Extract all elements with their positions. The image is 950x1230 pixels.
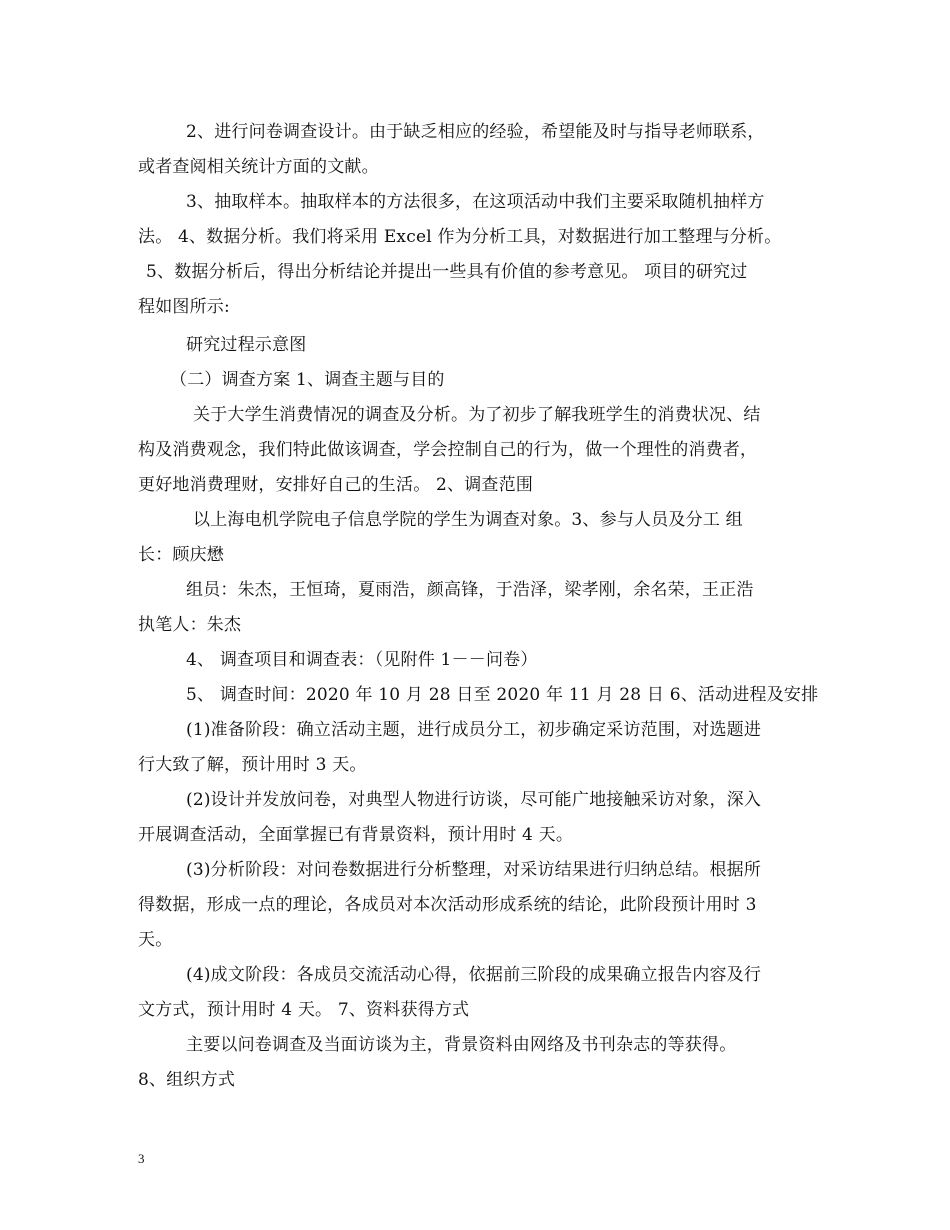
text-line: (3)分析阶段：对问卷数据进行分析整理，对采访结果进行归纳总结。根据所 [186, 860, 762, 880]
text-line: 天。 [138, 930, 173, 950]
text-line: 4、 调查项目和调查表：（见附件 1－－问卷） [186, 650, 538, 670]
text-line: 5、数据分析后，得出分析结论并提出一些具有价值的参考意见。 项目的研究过 [146, 262, 748, 282]
text-line: 构及消费观念，我们特此做该调查，学会控制自己的行为，做一个理性的消费者， [138, 440, 758, 460]
text-line: 得数据，形成一点的理论，各成员对本次活动形成系统的结论，此阶段预计用时 3 [138, 895, 757, 915]
section-heading: （二）调查方案 1、调查主题与目的 [170, 370, 445, 390]
text-line: 8、组织方式 [138, 1070, 236, 1090]
text-line: (1)准备阶段：确立活动主题，进行成员分工，初步确定采访范围，对选题进 [186, 720, 762, 740]
text-line: 5、 调查时间：2020 年 10 月 28 日至 2020 年 11 月 28 日 6、活动进程及安排 [186, 685, 819, 705]
text-line: 2、进行问卷调查设计。由于缺乏相应的经验，希望能及时与指导老师联系， [186, 122, 765, 142]
text-line: (2)设计并发放问卷，对典型人物进行访谈，尽可能广地接触采访对象，深入 [186, 790, 762, 810]
text-line: 法。 4、数据分析。我们将采用 Excel 作为分析工具，对数据进行加工整理与分析。 [138, 227, 782, 247]
text-line: 组员：朱杰，王恒琦，夏雨浩，颜高锋，于浩泽，梁孝刚，余名荣，王正浩 [186, 580, 754, 600]
text-line: 程如图所示: [138, 297, 230, 317]
text-line: 行大致了解，预计用时 3 天。 [138, 755, 367, 775]
text-line: 长：顾庆懋 [138, 545, 224, 565]
text-line: 文方式，预计用时 4 天。 7、资料获得方式 [138, 1000, 470, 1020]
text-line: (4)成文阶段：各成员交流活动心得，依据前三阶段的成果确立报告内容及行 [186, 965, 762, 985]
text-line: 更好地消费理财，安排好自己的生活。 2、调查范围 [138, 475, 534, 495]
figure-caption: 研究过程示意图 [186, 335, 307, 355]
text-line: 或者查阅相关统计方面的文献。 [138, 157, 379, 177]
page-number: 3 [138, 1151, 145, 1166]
text-line: 主要以问卷调查及当面访谈为主，背景资料由网络及书刊杂志的等获得。 [186, 1035, 737, 1055]
text-line: 执笔人：朱杰 [138, 615, 242, 635]
text-line: 开展调查活动，全面掌握已有背景资料，预计用时 4 天。 [138, 825, 574, 845]
text-line: 关于大学生消费情况的调查及分析。为了初步了解我班学生的消费状况、结 [193, 405, 761, 425]
text-line: 以上海电机学院电子信息学院的学生为调查对象。3、参与人员及分工 组 [193, 510, 743, 530]
text-line: 3、抽取样本。抽取样本的方法很多，在这项活动中我们主要采取随机抽样方 [186, 192, 765, 212]
